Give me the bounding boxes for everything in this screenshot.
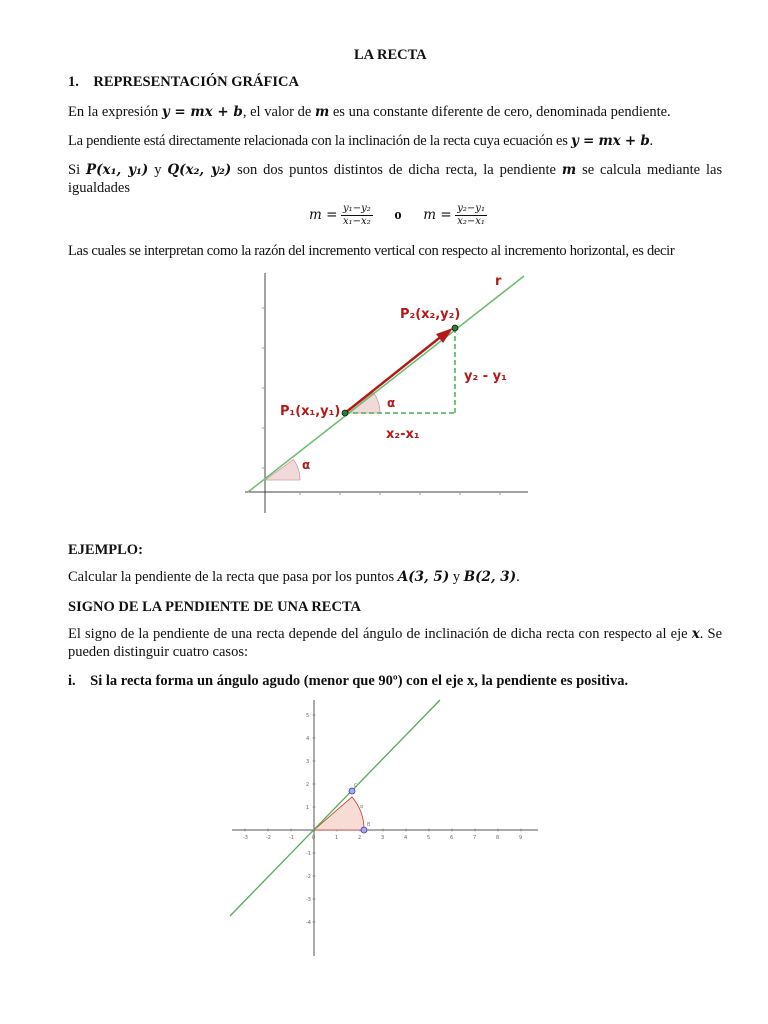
p1-label: P₁(x₁,y₁) xyxy=(280,404,341,419)
line-r-label: r xyxy=(495,274,502,289)
paragraph-1: En la expresión y = mx + b, el valor de m es una constante diferente de cero, denominada pendiente. xyxy=(68,104,671,120)
dx-label: x₂-x₁ xyxy=(386,427,420,442)
y-tick-labels xyxy=(306,713,311,926)
fraction-1: $\frac{\text{y₁−y₂}}{\text{x₁−x₂}}$ xyxy=(343,203,371,227)
sign-heading: SIGNO DE LA PENDIENTE DE UNA RECTA xyxy=(68,599,362,615)
example-text: Calcular la pendiente de la recta que pasa por los puntos A(3, 5) y B(2, 3). xyxy=(68,569,520,585)
x-tick-label: 3 xyxy=(381,835,385,841)
y-tick-label: 1 xyxy=(306,805,310,811)
y-tick-label: 2 xyxy=(306,782,310,788)
dy-label: y₂ - y₁ xyxy=(464,369,507,384)
x-tick-label: 9 xyxy=(519,835,523,841)
alpha-label-top: α xyxy=(387,396,396,410)
equation: y = mx + b xyxy=(161,104,243,120)
label-c: C xyxy=(354,783,358,789)
paragraph-2: La pendiente está directamente relacionada con la inclinación de la recta cuya ecuación es y = mx + b. xyxy=(68,133,653,149)
fraction-2: $\frac{\text{y₂−y₁}}{\text{x₂−x₁}}$ xyxy=(457,203,485,227)
x-tick-label: 2 xyxy=(358,835,362,841)
angle-sector xyxy=(314,797,364,830)
x-tick-label: 0 xyxy=(312,835,316,841)
point-a: A(3, 5) xyxy=(397,569,450,585)
point-p2 xyxy=(452,325,458,331)
x-tick-label: 6 xyxy=(450,835,454,841)
example-heading: EJEMPLO: xyxy=(68,542,143,558)
x-tick-labels xyxy=(243,835,522,841)
y-tick-label: 3 xyxy=(306,759,310,765)
x-tick-label: 4 xyxy=(404,835,408,841)
y-tick-label: 4 xyxy=(306,736,310,742)
y-tick-label: -2 xyxy=(306,874,311,880)
x-tick-label: 8 xyxy=(496,835,500,841)
line xyxy=(230,700,440,916)
sign-paragraph-line2: pueden distinguir cuatro casos: xyxy=(68,644,248,660)
arrow-head xyxy=(436,328,453,343)
positive-slope-graph xyxy=(228,698,544,960)
slope-formula: m = $\frac{\text{y₁−y₂}}{\text{x₁−x₂}}$ o m = $\frac{\text{y₂−y₁}}{\text{x₂−x₁}}$ xyxy=(309,203,485,227)
paragraph-3: Si P(x₁, y₁) y Q(x₂, y₂) son dos puntos distintos de dicha recta, la pendiente m se calcula mediante las xyxy=(68,162,723,178)
slope-diagram xyxy=(240,268,530,518)
grid-ticks xyxy=(245,715,521,922)
paragraph-4: Las cuales se interpretan como la razón del incremento vertical con respecto al incremento horizontal, es decir xyxy=(68,243,675,259)
point-p1 xyxy=(342,410,348,416)
case-i: i. Si la recta forma un ángulo agudo (menor que 90º) con el eje x, la pendiente es positiva. xyxy=(68,673,629,689)
section-title: REPRESENTACIÓN GRÁFICA xyxy=(93,74,299,90)
y-tick-label: -3 xyxy=(306,897,311,903)
alpha-label-bottom: α xyxy=(302,458,311,472)
equation: y = mx + b xyxy=(571,133,650,149)
y-tick-label: 5 xyxy=(306,713,310,719)
x-tick-label: -1 xyxy=(289,835,294,841)
line-r xyxy=(248,276,524,492)
point-p: P(x₁, y₁) xyxy=(85,162,149,178)
x-tick-label: 7 xyxy=(473,835,477,841)
y-tick-label: -1 xyxy=(306,851,311,857)
x-tick-label: -3 xyxy=(243,835,248,841)
section-number: 1. xyxy=(68,74,79,90)
page-title: LA RECTA xyxy=(354,47,427,63)
section-heading xyxy=(68,73,299,92)
point-b: B(2, 3) xyxy=(463,569,517,585)
p2-label: P₂(x₂,y₂) xyxy=(400,307,461,322)
sign-paragraph: El signo de la pendiente de una recta depende del ángulo de inclinación de dicha recta con respecto al eje x. Se xyxy=(68,626,723,642)
x-tick-label: 1 xyxy=(335,835,339,841)
point-q: Q(x₂, y₂) xyxy=(167,162,232,178)
label-b: B xyxy=(367,822,371,828)
label-alpha: α xyxy=(360,804,364,810)
x-tick-label: 5 xyxy=(427,835,431,841)
y-tick-label: -4 xyxy=(306,920,311,926)
angle-sector-bottom xyxy=(265,460,300,481)
x-tick-label: -2 xyxy=(266,835,271,841)
paragraph-3-line2: igualdades xyxy=(68,180,131,196)
